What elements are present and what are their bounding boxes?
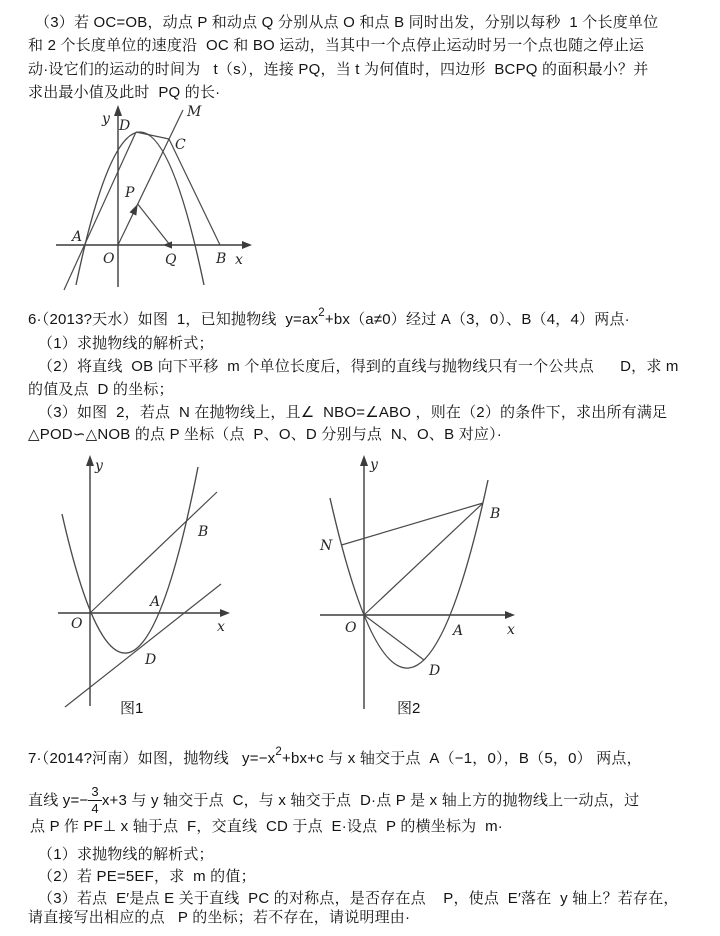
problem7-item-3: （3）若点 E′是点 E 关于直线 PC 的对称点，是否存在点 P，使点 E′落在 y 轴上？若存在， bbox=[38, 890, 679, 907]
point-P-arrow-icon bbox=[130, 204, 138, 216]
para3-line-2: 和 2 个长度单位的速度沿 OC 和 BO 运动，当其中一个点停止运动时另一个点也随之停止运 bbox=[28, 37, 645, 54]
label-y: y bbox=[370, 457, 378, 473]
figure1-caption: 图1 bbox=[120, 700, 144, 717]
x-axis-arrow-icon bbox=[220, 609, 230, 617]
label-A: A bbox=[72, 229, 83, 245]
segment-AD bbox=[64, 132, 136, 290]
label-O: O bbox=[345, 620, 357, 636]
label-D: D bbox=[119, 118, 131, 134]
label-O: O bbox=[71, 616, 83, 632]
label-Q: Q bbox=[165, 252, 177, 268]
label-N: N bbox=[320, 538, 333, 554]
problem7-line-3: 点 P 作 PF⊥ x 轴于点 F，交直线 CD 于点 E·设点 P 的横坐标为 m· bbox=[30, 818, 503, 835]
parabola-curve bbox=[76, 132, 204, 285]
label-D: D bbox=[429, 663, 441, 679]
label-B: B bbox=[490, 506, 501, 522]
label-x: x bbox=[217, 619, 225, 635]
problem7-item-2: （2）若 PE=5EF，求 m 的值； bbox=[38, 868, 256, 885]
problem6-header: 6·（2013?天水）如图 1，已知抛物线 $y=ax^2+bx(a\ne 0)$经过 A（3，0）、B（4，4）两点· bbox=[28, 307, 630, 328]
exponent: 2 bbox=[275, 746, 282, 758]
problem7-header: 7·（2014?河南）如图，抛物线 $y=-x^2+bx+c$ 与 x 轴交于点 A（−1，0），B（5，0） 两点， bbox=[28, 746, 642, 767]
tangent-line-through-D bbox=[65, 584, 221, 707]
y-axis-arrow-icon bbox=[114, 105, 122, 116]
figure-motion-diagram bbox=[50, 103, 270, 295]
label-A: A bbox=[150, 594, 161, 610]
exponent: 2 bbox=[318, 307, 325, 319]
figure-tu2 bbox=[310, 453, 530, 719]
segment-CB bbox=[169, 139, 220, 245]
label-P: P bbox=[125, 185, 135, 201]
problem6-item-3b: △POD∽△NOB 的点 P 坐标（点 P、O、D 分别与点 N、O、B 对应）· bbox=[28, 426, 502, 443]
line-OB bbox=[364, 503, 483, 615]
label-x: x bbox=[235, 252, 243, 268]
problem6-item-2: （2）将直线 OB 向下平移 m 个单位长度后，得到的直线与抛物线只有一个公共点 D，求 m bbox=[38, 358, 679, 375]
label-y: y bbox=[95, 458, 103, 474]
label-B: B bbox=[198, 524, 209, 540]
para3-line-3: 动·设它们的运动的时间为 t（s），连接 PQ，当 t 为何值时，四边形 BCPQ 的面积最小？并 bbox=[28, 61, 649, 78]
label-C: C bbox=[175, 137, 186, 153]
label-O: O bbox=[103, 251, 115, 267]
label-x: x bbox=[507, 622, 515, 638]
problem6-item-1: （1）求抛物线的解析式； bbox=[38, 335, 214, 352]
problem7-item-3b: 请直接写出相应的点 P 的坐标；若不存在，请说明理由· bbox=[28, 909, 411, 926]
figure2-caption: 图2 bbox=[397, 700, 421, 717]
para3-line-1: （3）若 OC=OB，动点 P 和动点 Q 分别从点 O 和点 B 同时出发，分别以每秒 1 个长度单位 bbox=[35, 14, 659, 31]
label-B: B bbox=[216, 251, 227, 267]
label-M: M bbox=[187, 104, 202, 120]
fraction-three-fourths: $\frac{3}{4}$ bbox=[88, 785, 101, 815]
problem7-item-1: （1）求抛物线的解析式； bbox=[38, 846, 214, 863]
label-y: y bbox=[102, 111, 110, 127]
y-axis-arrow-icon bbox=[360, 455, 368, 466]
line-NB bbox=[342, 503, 484, 545]
label-D: D bbox=[145, 652, 157, 668]
figure-tu1 bbox=[50, 453, 240, 719]
problem7-line-2: 直线 y=− $\frac{3}{4}$ x+3 与 y 轴交于点 C，与 x 轴交于点 D·点 P 是 x 轴上方的抛物线上一动点，过 bbox=[28, 784, 640, 816]
line-OD bbox=[364, 615, 424, 660]
para3-line-4: 求出最小值及此时 PQ 的长· bbox=[28, 84, 221, 101]
segment-PQ bbox=[138, 204, 170, 245]
problem6-item-2b: 的值及点 D 的坐标； bbox=[28, 381, 174, 398]
label-A: A bbox=[453, 623, 464, 639]
x-axis-arrow-icon bbox=[242, 241, 252, 249]
y-axis-arrow-icon bbox=[86, 455, 94, 466]
problem6-item-3: （3）如图 2，若点 N 在抛物线上，且∠ NBO=∠ABO ，则在（2）的条件下，求出所有满足 bbox=[38, 404, 668, 421]
x-axis-arrow-icon bbox=[505, 611, 515, 619]
